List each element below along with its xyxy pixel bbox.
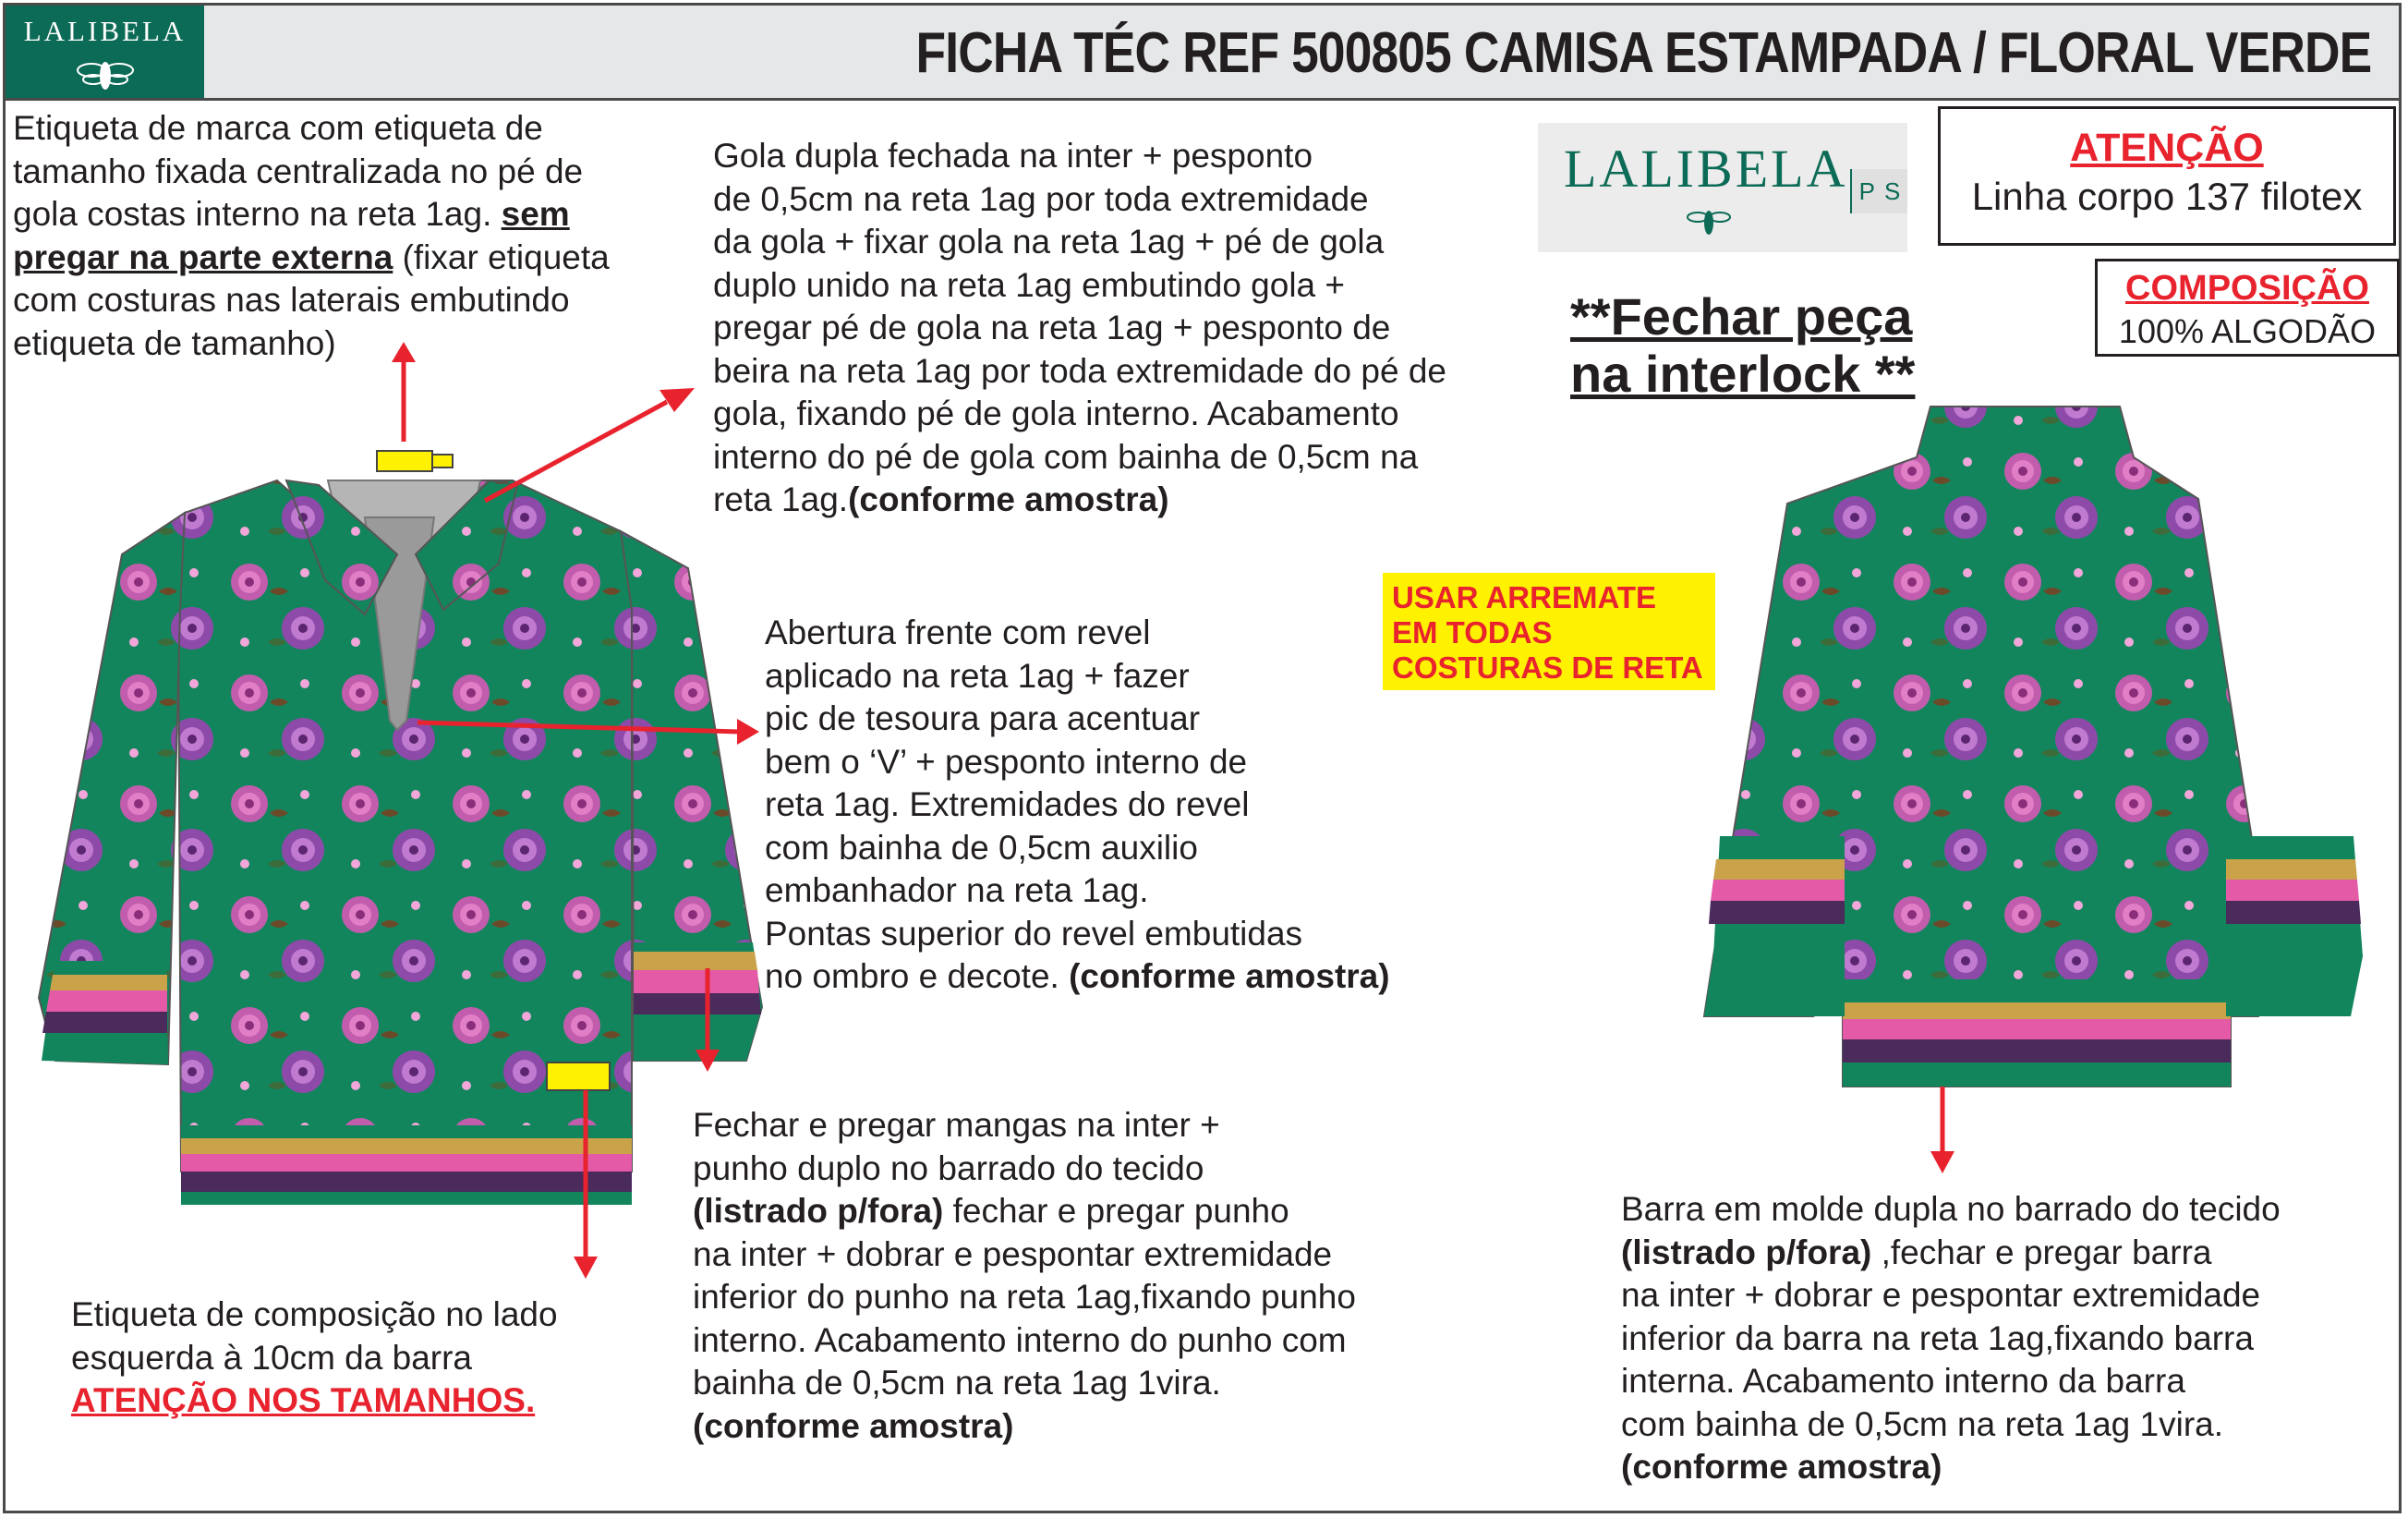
composition-label-marker xyxy=(547,1063,610,1090)
attention-text: Linha corpo 137 filotex xyxy=(1971,175,2363,218)
interlock-line1: **Fechar peça xyxy=(1570,287,1913,346)
bee-icon xyxy=(1686,204,1732,241)
size-s: S xyxy=(1884,176,1901,205)
note-hem-emph1: (listrado p/fora) xyxy=(1621,1233,1872,1271)
note-hem xyxy=(1621,1188,2281,1489)
back-shirt xyxy=(1704,407,2363,1087)
composition-box xyxy=(2095,259,2400,357)
note-sleeves-emph2: (conforme amostra) xyxy=(693,1406,1014,1445)
note-opening-text: Abertura frente com revel aplicado na reta 1ag + fazer pic de tesoura para acentuar bem o ‘V’ + pesponto interno de reta 1ag. Extremidades do revel com bainha de 0,5cm auxilio embanhador na reta 1ag. Pontas superior do revel embutidas no ombro e decote. xyxy=(765,613,1303,995)
note-composition-label xyxy=(71,1293,558,1423)
size-p: P xyxy=(1858,176,1875,205)
note-composition-emph: ATENÇÃO NOS TAMANHOS. xyxy=(71,1381,536,1419)
finishing-note xyxy=(1383,573,1715,690)
note-hem-part2: ,fechar e pregar barra na inter + dobrar e pespontar extremidade inferior da barra na reta 1ag,fixando barra interna. Acabamento interno da barra com bainha de 0,5cm na reta 1ag 1vira. xyxy=(1621,1233,2261,1443)
finishing-line3: COSTURAS DE RETA xyxy=(1392,650,1703,685)
note-hem-part1: Barra em molde dupla no barrado do tecido xyxy=(1621,1190,2281,1228)
note-brand-label-emph: sem pregar na parte externa xyxy=(13,195,570,276)
note-collar xyxy=(713,135,1446,522)
note-sleeves-emph1: (listrado p/fora) xyxy=(693,1192,944,1230)
note-composition-text: Etiqueta de composição no lado esquerda à 10cm da barra xyxy=(71,1295,558,1377)
note-brand-label xyxy=(13,107,610,365)
composition-text: 100% ALGODÃO xyxy=(2118,312,2377,350)
brand-logo-ps xyxy=(1538,123,1907,252)
note-collar-text: Gola dupla fechada na inter + pesponto de 0,5cm na reta 1ag por toda extremidade da gola + fixar gola na reta 1ag + pé de gola duplo unido na reta 1ag embutindo gola + pregar pé de gola na reta 1ag + pesponto de beira na reta 1ag por toda extremidade do pé de gola, fixando pé de gola interno. Acabamento interno do pé de gola com bainha de 0,5cm na reta 1ag. xyxy=(713,137,1447,518)
note-sleeves-part2: fechar e pregar punho na inter + dobrar e pespontar extremidade inferior do punho na reta 1ag,fixando punho interno. Acabamento interno do punho com bainha de 0,5cm na reta 1ag 1vira. xyxy=(693,1192,1356,1402)
size-range-badge xyxy=(1850,169,1907,213)
note-front-opening xyxy=(765,612,1390,999)
front-shirt xyxy=(39,480,762,1205)
finishing-line2: EM TODAS xyxy=(1392,615,1553,650)
attention-title: ATENÇÃO xyxy=(2070,126,2264,170)
composition-title: COMPOSIÇÃO xyxy=(2125,269,2369,308)
interlock-line2: na interlock ** xyxy=(1570,345,1916,403)
page-title: FICHA TÉC REF 500805 CAMISA ESTAMPADA / FLORAL VERDE xyxy=(915,21,2371,85)
note-sleeves xyxy=(693,1104,1356,1448)
note-hem-emph2: (conforme amostra) xyxy=(1621,1448,1942,1486)
logo-text: LALIBELA xyxy=(23,15,187,47)
note-opening-emph: (conforme amostra) xyxy=(1069,957,1390,995)
interlock-note xyxy=(1570,288,1915,403)
logo-ps-text: LALIBELA xyxy=(1564,139,1848,199)
note-sleeves-part1: Fechar e pregar mangas na inter + punho duplo no barrado do tecido xyxy=(693,1106,1220,1187)
attention-box xyxy=(1938,106,2396,246)
note-brand-label-part1: Etiqueta de marca com etiqueta de tamanho fixada centralizada no pé de gola costas interno na reta 1ag. xyxy=(13,109,584,233)
brand-label-marker xyxy=(377,451,432,471)
finishing-line1: USAR ARREMATE xyxy=(1392,580,1656,614)
note-brand-label-part2: (fixar etiqueta com costuras nas laterais embutindo etiqueta de tamanho) xyxy=(13,237,610,362)
note-collar-emph: (conforme amostra) xyxy=(848,480,1169,518)
